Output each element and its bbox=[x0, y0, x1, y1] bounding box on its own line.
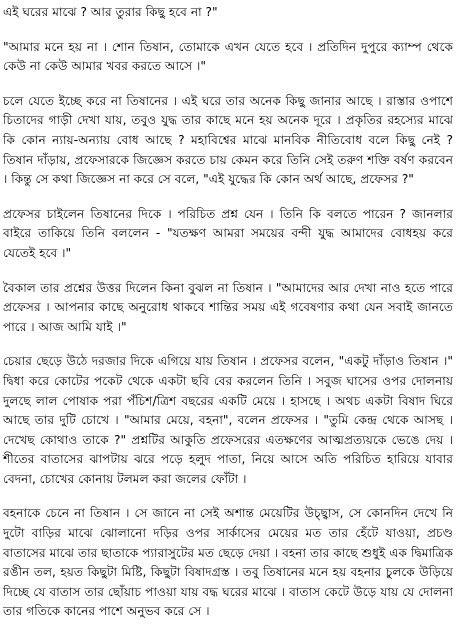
paragraph-5: বৈকাল তার প্রশ্নের উত্তর দিলেন কিনা বুঝল না তিষান । "আমাদের আর দেখা নাও হতে পারে প্রফেসর । আপনার কাছে অনুরোধ থাকবে শান্তির সময় এই গবেষণার কথা যেন সবাই জানতে পারে । আজ আমি যাই ।" bbox=[3, 280, 453, 334]
paragraph-2: "আমার মনে হয় না । শোন তিষান, তোমাকে এখন যেতে হবে । প্রতিদিন দুপুরে ক্যাম্প থেকে কেউ না কেউ আমার খবর করতে আসে ।" bbox=[3, 39, 453, 74]
paragraph-7: বহনাকে চেনে না তিষান । সে জানে না সেই অশান্ত মেয়েটির উচ্ছ্বাস, সে কোনদিন দেখে নি দুটো বাড়ির মাঝে ঝোলানো দড়ির ওপর সার্কাসের মেয়ের মত তার হেঁটে যাওয়া, প্রচণ্ড বাতাসের মাঝে তার ছাতাকে প্যারাসুটের মত ছেড়ে দেয়া । বহনা তার কাছে শুধুই এক দ্বিমাত্রিক রঙীন তল, হয়ত কিছুটা মিষ্টি, কিছুটা বিষাদগ্রস্ত । তবু তিষানের মনে হয় বহনার চুলকে উড়িয়ে দিচ্ছে যে বাতাস তার ছোঁয়াচ পাওয়া যায় বদ্ধ ঘরের মাঝে । বাতাস কেটে উড়ে যায় যে দোলনা তার গতিকে কানের পাশে অনুভব করে সে । bbox=[3, 506, 453, 619]
paragraph-6: চেয়ার ছেড়ে উঠে দরজার দিকে এগিয়ে যায় তিষান । প্রফেসর বলেন, "একটু দাঁড়াও তিষান ।" দ্বিধা করে কোটের পকেট থেকে একটা ছবি বের করলেন তিনি । সবুজ ঘাসের ওপর দোলনায় দুলছে লাল পোষাক পরা পঁচিশ/ত্রিশ বছরের একটি মেয়ে । হাসছে । অথচ একটা বিষাদ ঘিরে আছে তার দুটি চোখে । "আমার মেয়ে, বহনা", বলেন প্রফেসর । "তুমি কেন্দ্র থেকে আসছ । দেখেছ কোথাও তাকে ?" প্রশ্নটির আকুতি প্রফেসরের এতক্ষণের আত্মপ্রত্যয়কে ভেঙে দেয় । শীতের বাতাসের ঝাপটায় ঝরে পড়ে হলুদ পাতা, নিয়ে আসে অতি পরিচিত হারিয়ে যাবার বেদনা, চোখের কোনায় টলমল করা জলের ফোঁটা । bbox=[3, 354, 453, 486]
paragraph-4: প্রফেসর চাইলেন তিষানের দিকে । পরিচিত প্রশ্ন যেন । তিনি কি বলতে পারেন ? জানলার বাইরে তাকিয়ে তিনি বললেন - "যতক্ষণ আমরা সময়ের বন্দী যুদ্ধ আমাদের বোধহয় করে যেতেই হবে ।" bbox=[3, 206, 453, 260]
paragraph-1: এই ঘরের মাঝে ? আর তুরার কিছু হবে না ?" bbox=[3, 5, 218, 19]
paragraph-3: চলে যেতে ইচ্ছে করে না তিষানের । এই ঘরে তার অনেক কিছু জানার আছে । রাস্তার ওপাশে চিতাদের গাড়ী দেখা যায়, তবুও যুদ্ধ তার কাছে মনে হয় অনেক দূরে । প্রকৃতির রহস্যের মাঝে কি কোন ন্যায়-অন্যায় বোধ আছে ? মহাবিশ্বের মাঝে মানবিক নীতিবোধ বলে কিছু নেই ? তিষান দাঁড়ায়, প্রফেসারকে জিজ্ঞেস করতে চায় কেমন করে তিনি সেই তরুণ শক্তি বর্ষণ করবেন । কিন্তু সে কথা জিজ্ঞেস না করে সে বলে, "এই যুদ্ধের কি কোন অর্থ আছে, প্রফেসর ?" bbox=[3, 93, 453, 187]
